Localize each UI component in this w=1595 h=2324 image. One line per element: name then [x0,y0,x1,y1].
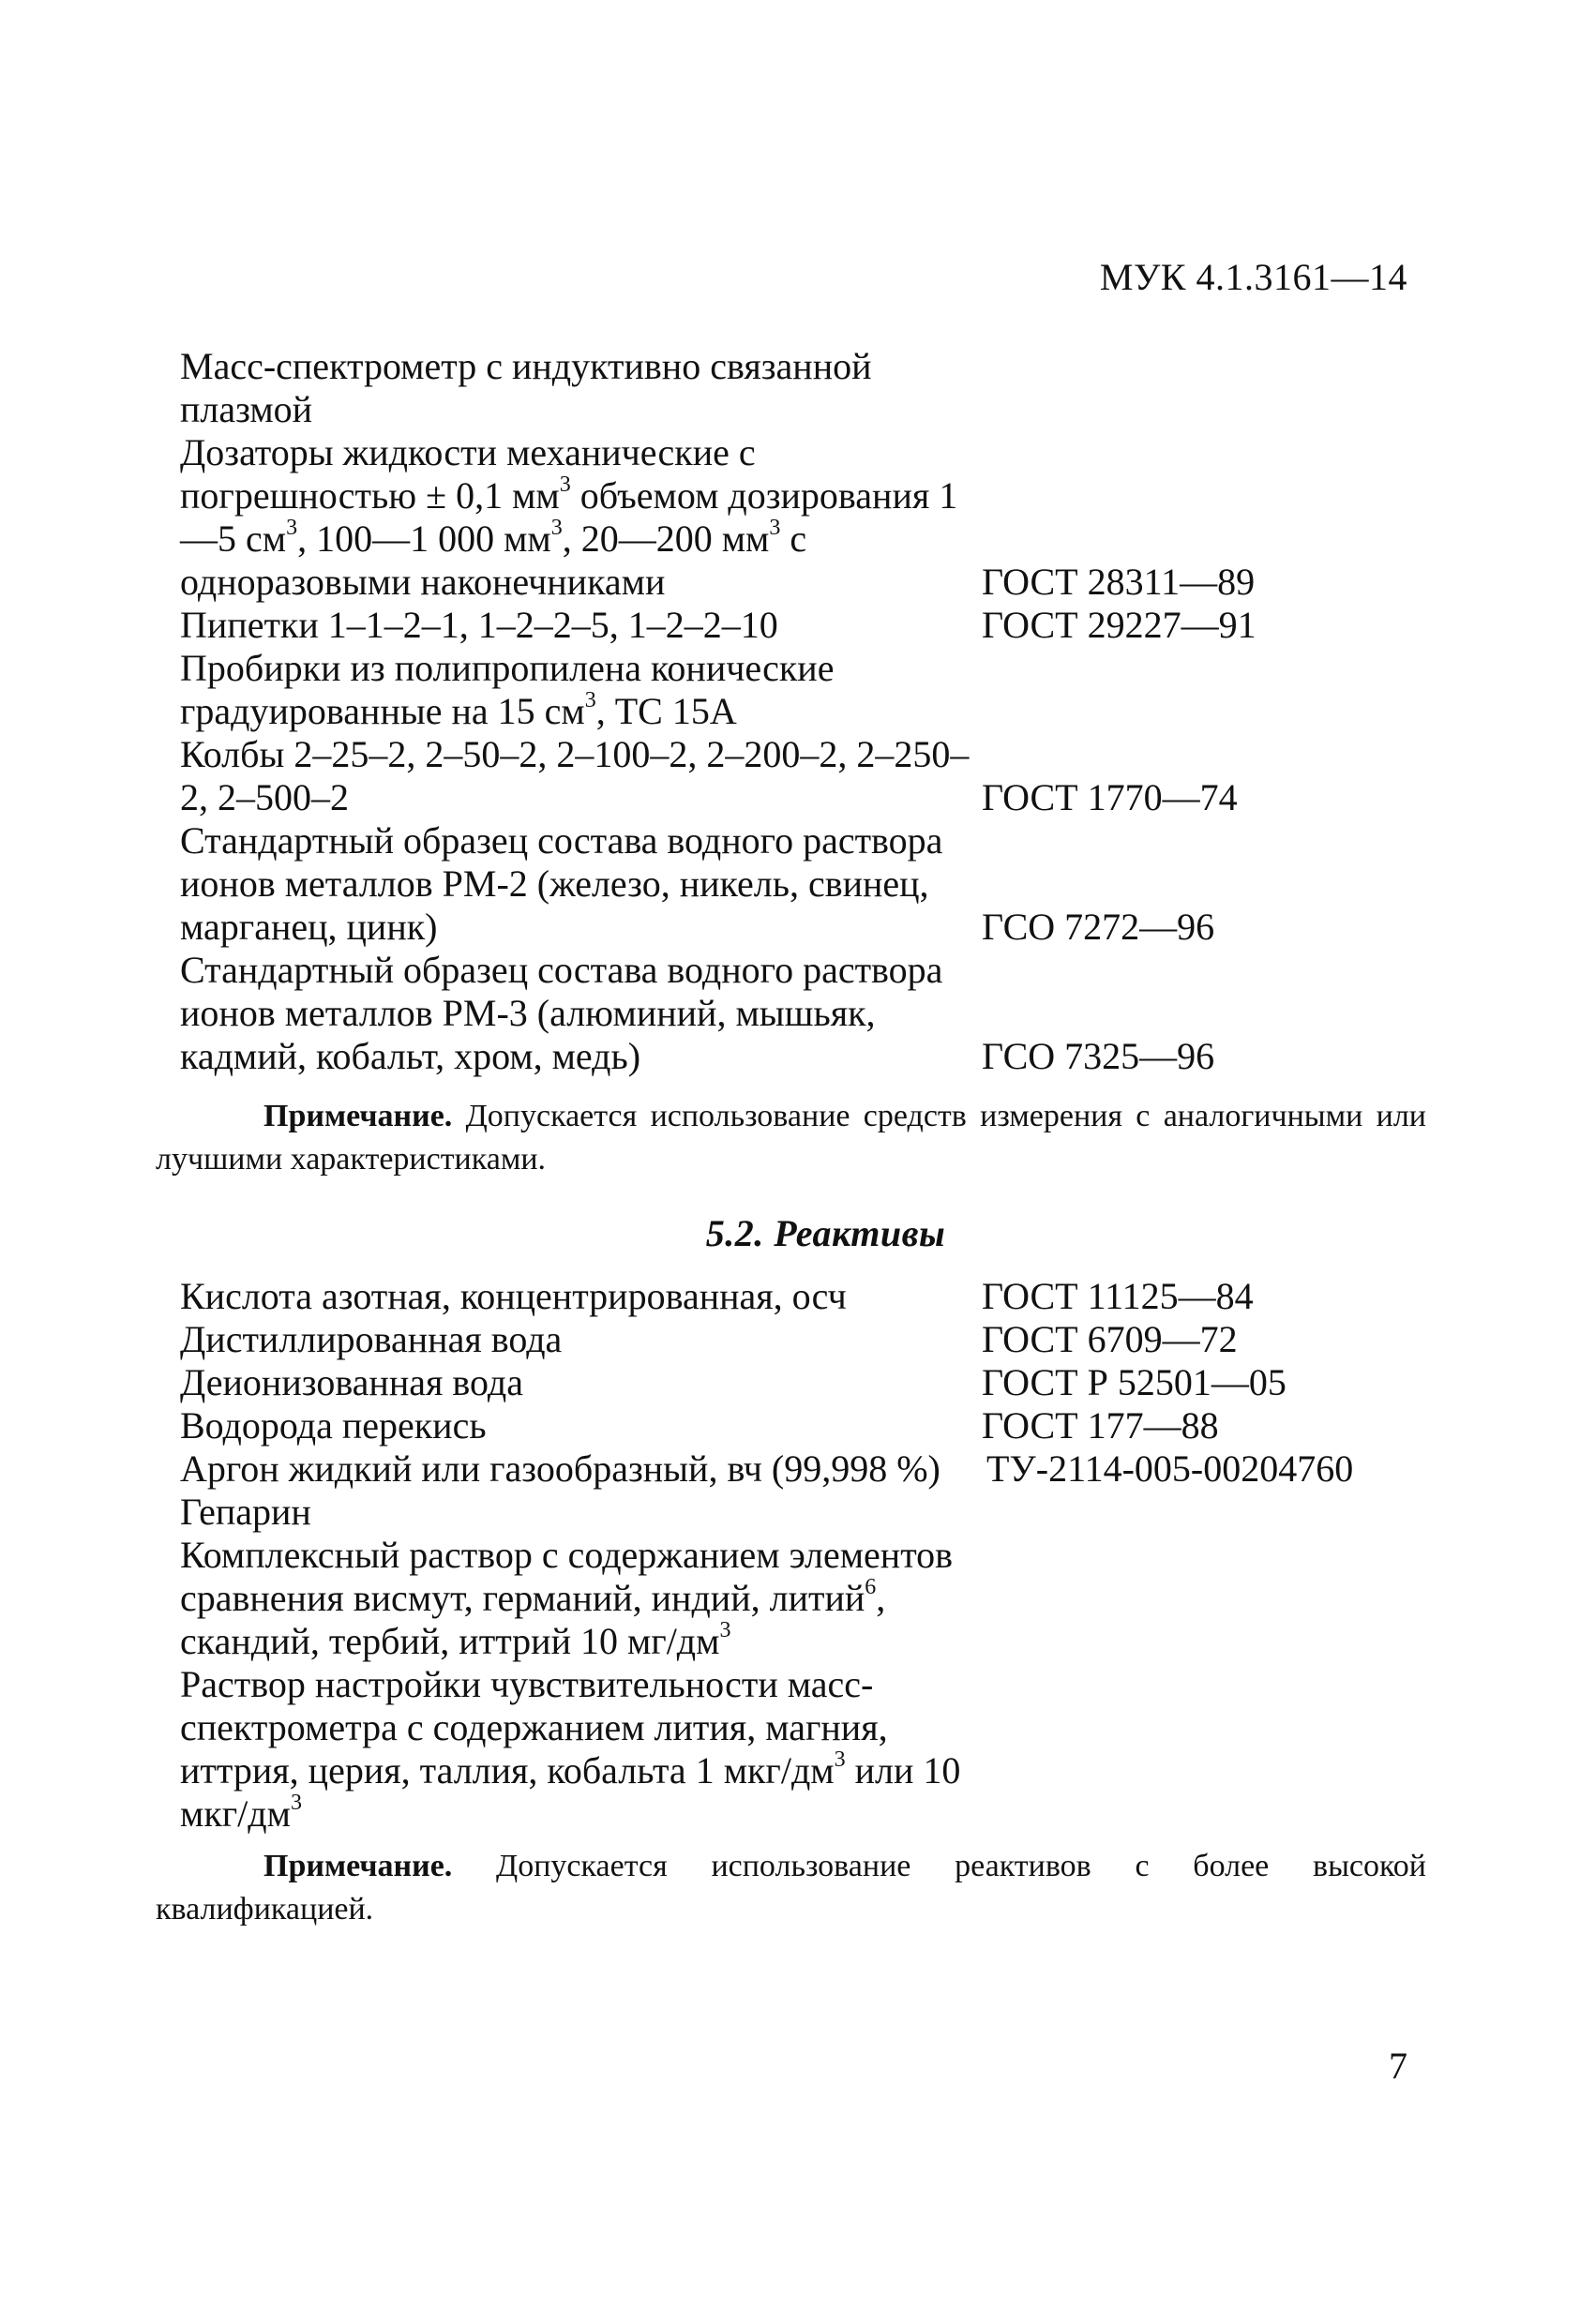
item-name-text: Водорода перекись [180,1404,487,1447]
reagent-note [156,1845,1426,1931]
reagent-row [180,1491,1418,1534]
equipment-row [180,647,1418,733]
superscript: 3 [834,1747,846,1772]
item-name-text: Кислота азотная, концентрированная, осч [180,1275,847,1317]
standard-reference: ГОСТ 29227—91 [982,604,1256,646]
reagent-row [180,1275,1418,1318]
item-name [180,431,982,604]
note-text: Допускается использование реактивов с более высокой квалификацией. [156,1849,1426,1927]
equipment-row [180,733,1418,819]
equipment-row [180,431,1418,604]
equipment-note [156,1095,1426,1181]
item-name-text: Комплексный раствор с содержанием элементов сравнения висмут, германий, индий, литий [180,1534,954,1619]
item-name [180,345,982,431]
superscript: 3 [559,472,571,497]
item-name-text: Стандартный образец состава водного раствора ионов металлов РМ-2 (железо, никель, свинец, марганец, цинк) [180,819,943,948]
superscript: 3 [286,515,298,540]
item-name-text: , 100—1 000 мм [297,517,551,560]
standard-reference: ГОСТ 6709—72 [982,1318,1238,1360]
standard-reference: ГОСТ 1770—74 [982,776,1238,818]
reagent-list [180,1275,1418,1836]
section-title: 5.2. Реактивы [705,1212,946,1254]
item-name-text: Деионизованная вода [180,1361,523,1403]
item-name [180,1534,982,1663]
item-name-text: Стандартный образец состава водного раствора ионов металлов РМ-3 (алюминий, мышьяк, кадмий, кобальт, хром, медь) [180,949,943,1077]
item-name [180,1318,982,1361]
standard-reference: ГОСТ 11125—84 [982,1275,1254,1317]
standard-reference: ГСО 7325—96 [982,1035,1215,1077]
note-text: Допускается использование средств измерения с аналогичными или лучшими характеристиками. [156,1099,1426,1177]
item-name [180,949,982,1078]
item-name [180,1404,982,1447]
item-name [180,1491,982,1534]
superscript: 6 [865,1574,877,1599]
reagent-row [180,1447,1418,1491]
reagent-row [180,1534,1418,1663]
item-name [180,819,982,949]
item-name-text: Гепарин [180,1491,311,1533]
item-name-text: , ТС 15А [595,690,737,732]
note-label: Примечание. [263,1099,453,1133]
item-name-text: Аргон жидкий или газообразный, вч (99,998 %) [180,1447,940,1490]
equipment-row [180,949,1418,1078]
item-name [180,1361,982,1404]
standard-reference: ГОСТ Р 52501—05 [982,1361,1287,1403]
equipment-list [180,345,1418,1078]
superscript: 3 [584,687,596,712]
item-name [180,733,982,819]
item-name-text: объемом дозирования 1—5 см [180,474,958,560]
reagent-row [180,1318,1418,1361]
page-number: 7 [1389,2045,1407,2087]
superscript: 3 [769,515,781,540]
item-name-text: Раствор настройки чувствительности масс-спектрометра с содержанием лития, магния, иттрия, церия, таллия, кобальта 1 мкг/дм [180,1663,888,1792]
item-name-text: Дозаторы жидкости механические с погрешностью ± 0,1 мм [180,431,756,517]
superscript: 3 [550,515,563,540]
reagent-row [180,1663,1418,1836]
item-name-text: Пробирки из полипропилена конические градуированные на 15 см [180,647,835,732]
superscript: 3 [719,1617,731,1642]
item-name [180,1663,982,1836]
item-name [180,1275,982,1318]
equipment-row [180,345,1418,431]
item-name-text: Дистиллированная вода [180,1318,563,1360]
equipment-row [180,604,1418,647]
standard-reference: ГОСТ 177—88 [982,1404,1219,1447]
note-label: Примечание. [263,1849,453,1883]
standard-reference: ТУ-2114-005-00204760 [986,1447,1354,1490]
item-name-text: или 10 мкг/дм [180,1749,961,1835]
superscript: 3 [290,1790,302,1815]
item-name [180,647,982,733]
item-name-text: , скандий, тербий, иттрий 10 мг/дм [180,1577,886,1662]
standard-reference: ГОСТ 28311—89 [982,561,1256,603]
item-name [180,604,982,647]
reagent-row [180,1361,1418,1404]
equipment-row [180,819,1418,949]
item-name-text: Пипетки 1–1–2–1, 1–2–2–5, 1–2–2–10 [180,604,778,646]
reagent-row [180,1404,1418,1447]
item-name-text: Колбы 2–25–2, 2–50–2, 2–100–2, 2–200–2, 2–250–2, 2–500–2 [180,733,970,818]
item-name-text: , 20—200 мм [562,517,770,560]
item-name-text: Масс-спектрометр с индуктивно связанной плазмой [180,345,872,430]
standard-reference: ГСО 7272—96 [982,906,1215,948]
document-code: МУК 4.1.3161—14 [1099,256,1407,298]
item-name-text: с одноразовыми наконечниками [180,517,807,603]
item-name [180,1447,986,1491]
